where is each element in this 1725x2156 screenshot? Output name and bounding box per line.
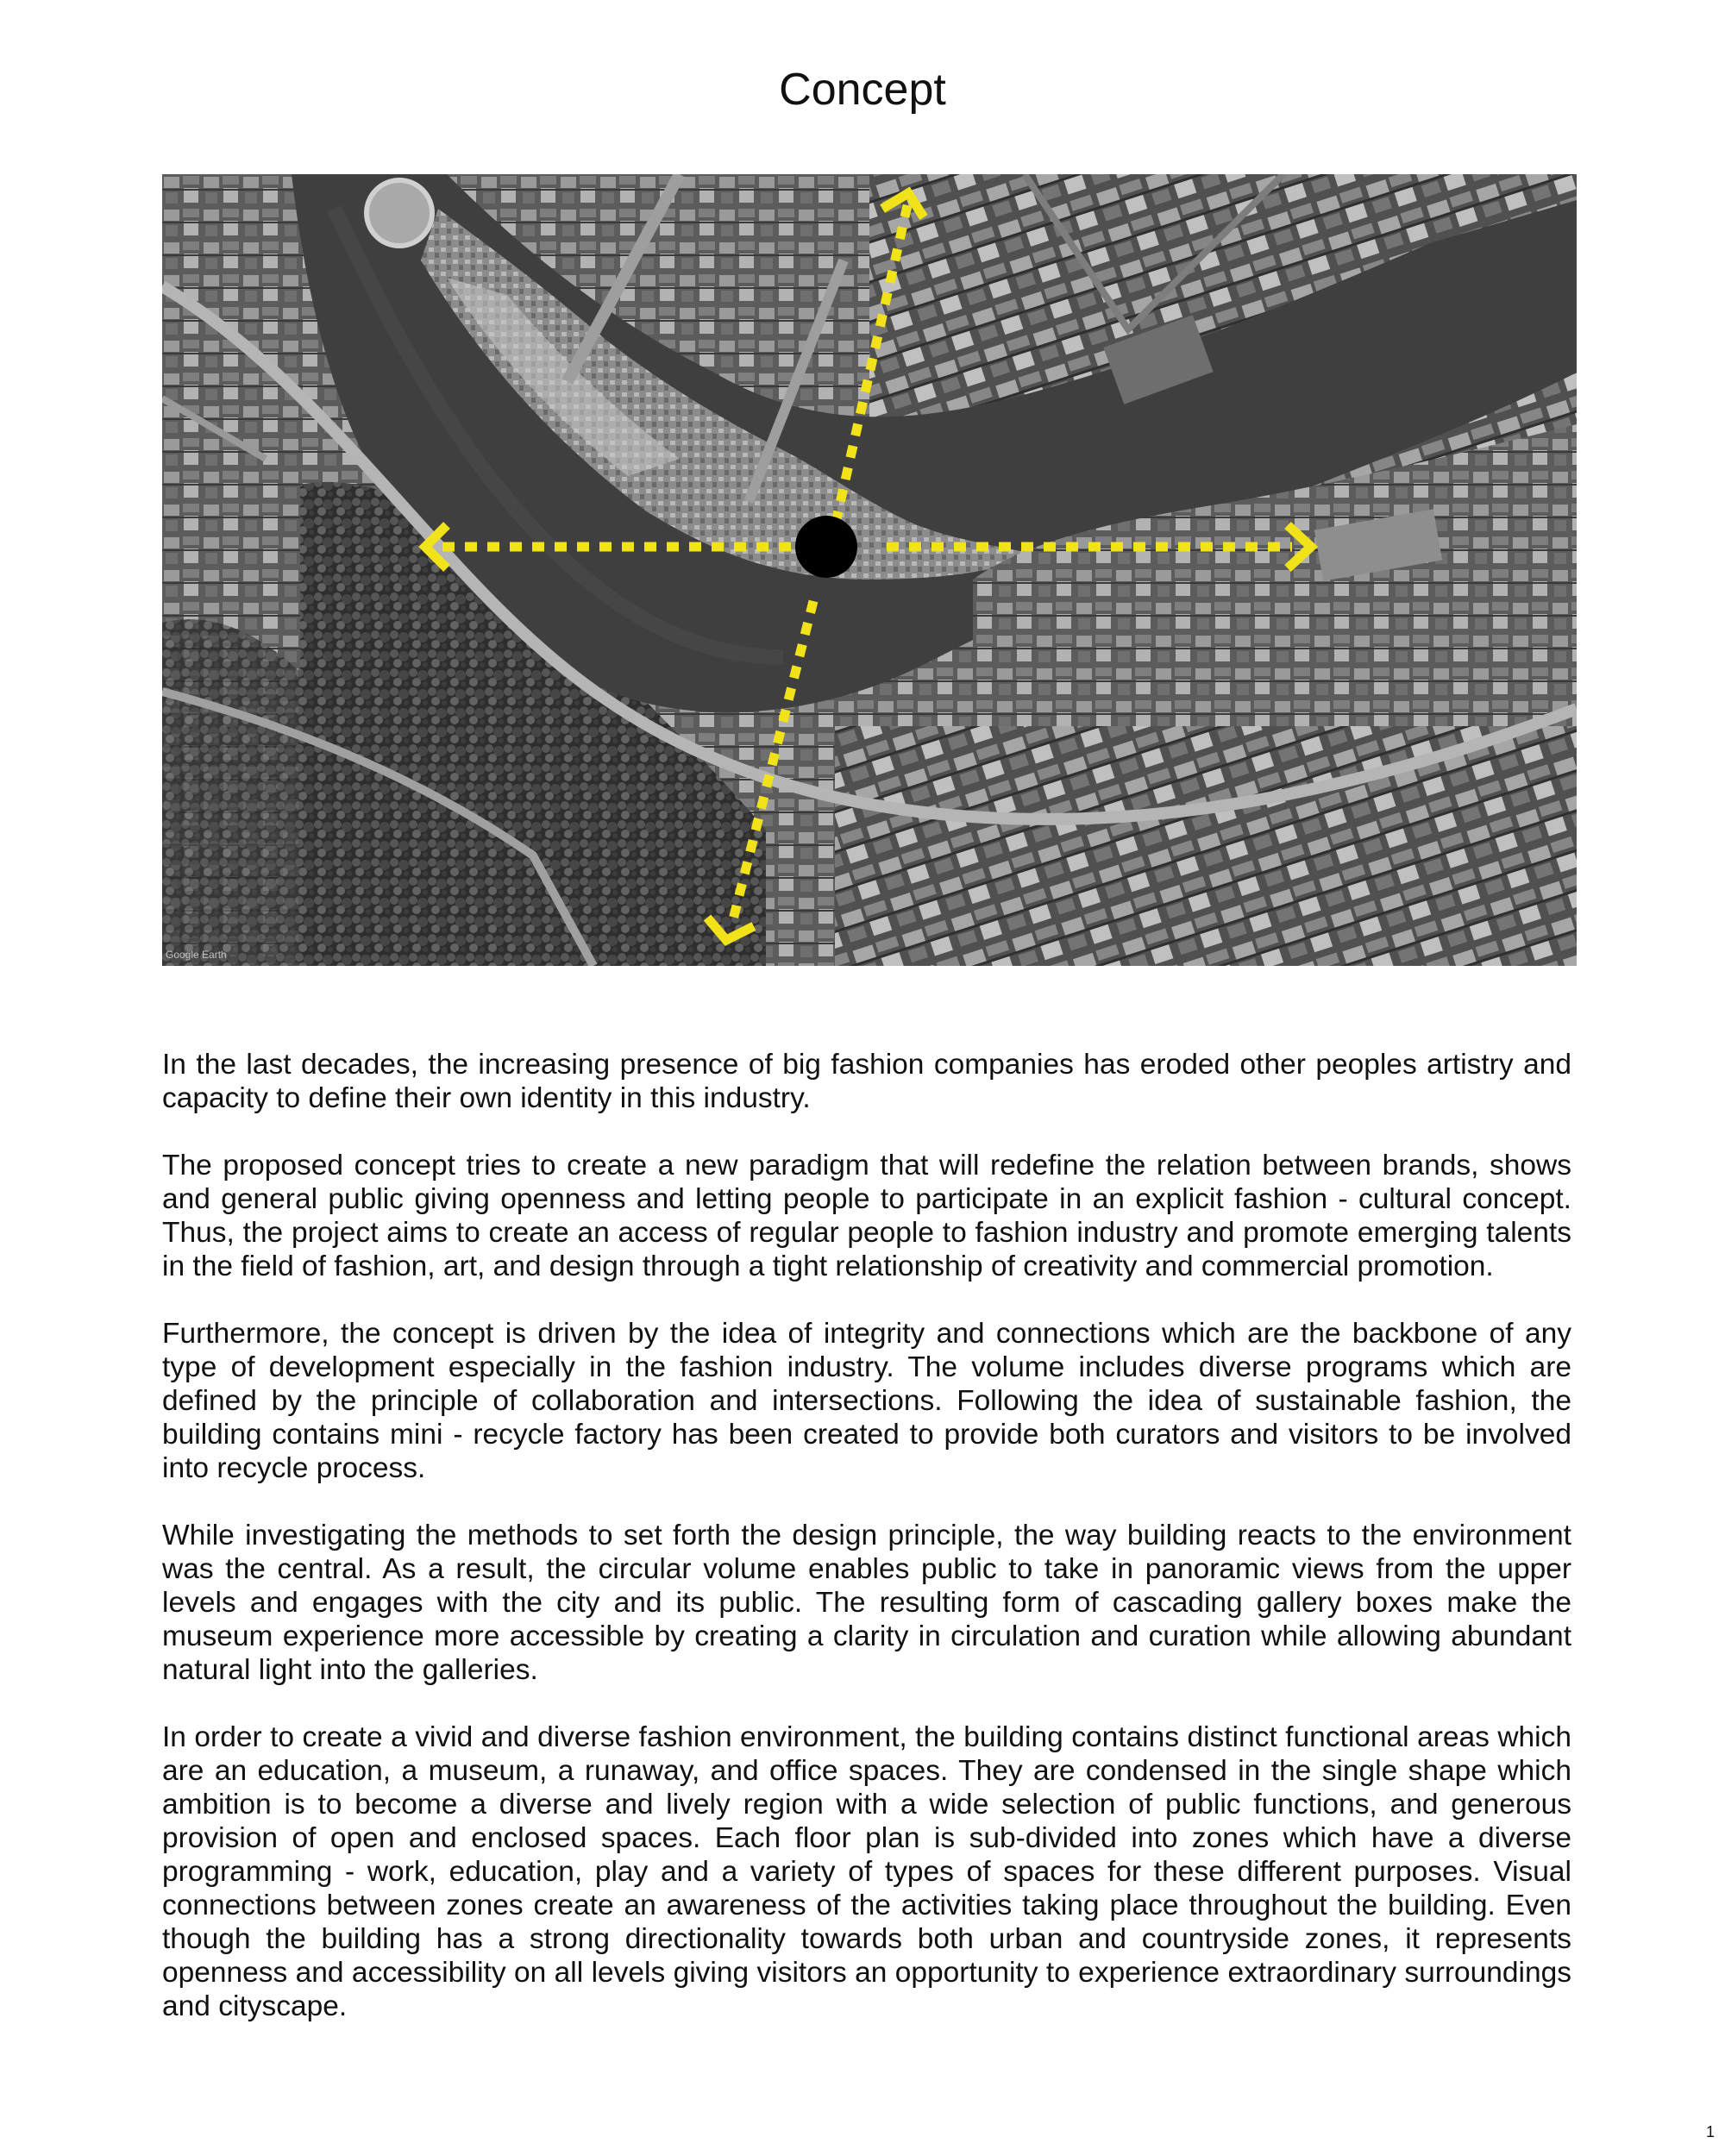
paragraph-5: In order to create a vivid and diverse fashion environment, the building contains distinct functional areas which are an education, a museum, a runaway, and office spaces. They are condensed in the single shape which ambition is to become a diverse and lively region with a wide selection of public functions, and generous provision of open and enclosed spaces. Each floor plan is sub-divided into zones which have a diverse programming - work, education, play and a variety of types of spaces for these different purposes. Visual connections between zones create an awareness of the activities taking place throughout the building. Even though the building has a strong directionality towards both urban and countryside zones, it represents openness and accessibility on all levels giving visitors an opportunity to experience extraordinary surroundings and cityscape.	[162, 1721, 1571, 2022]
aerial-site-map	[162, 174, 1577, 966]
google-earth-watermark: Google Earth	[166, 949, 227, 961]
page-title: Concept	[779, 65, 946, 115]
aerial-site-map-svg	[162, 174, 1577, 966]
paragraph-1: In the last decades, the increasing presence of big fashion companies has eroded other peoples artistry and capacity to define their own identity in this industry.	[162, 1049, 1571, 1114]
paragraph-2: The proposed concept tries to create a new paradigm that will redefine the relation between brands, shows and general public giving openness and letting people to participate in an explicit fashion - cultural concept. Thus, the project aims to create an access of regular people to fashion industry and promote emerging talents in the field of fashion, art, and design through a tight relationship of creativity and commercial promotion.	[162, 1150, 1571, 1282]
concept-text	[162, 1048, 1571, 2057]
site-marker	[795, 516, 857, 578]
roundabout-stadium	[367, 180, 432, 246]
urban-area-south	[835, 726, 1577, 966]
page-number: 1	[1705, 2123, 1715, 2140]
paragraph-3: Furthermore, the concept is driven by the idea of integrity and connections which are the backbone of any type of development especially in the fashion industry. The volume includes diverse programs which are defined by the principle of collaboration and intersections. Following the idea of sustainable fashion, the building contains mini - recycle factory has been created to provide both curators and visitors to be involved into recycle process.	[162, 1318, 1571, 1484]
paragraph-4: While investigating the methods to set forth the design principle, the way building reacts to the environment was the central. As a result, the circular volume enables public to take in panoramic views from the upper levels and engages with the city and its public. The resulting form of cascading gallery boxes make the museum experience more accessible by creating a clarity in circulation and curation while allowing abundant natural light into the galleries.	[162, 1520, 1571, 1686]
